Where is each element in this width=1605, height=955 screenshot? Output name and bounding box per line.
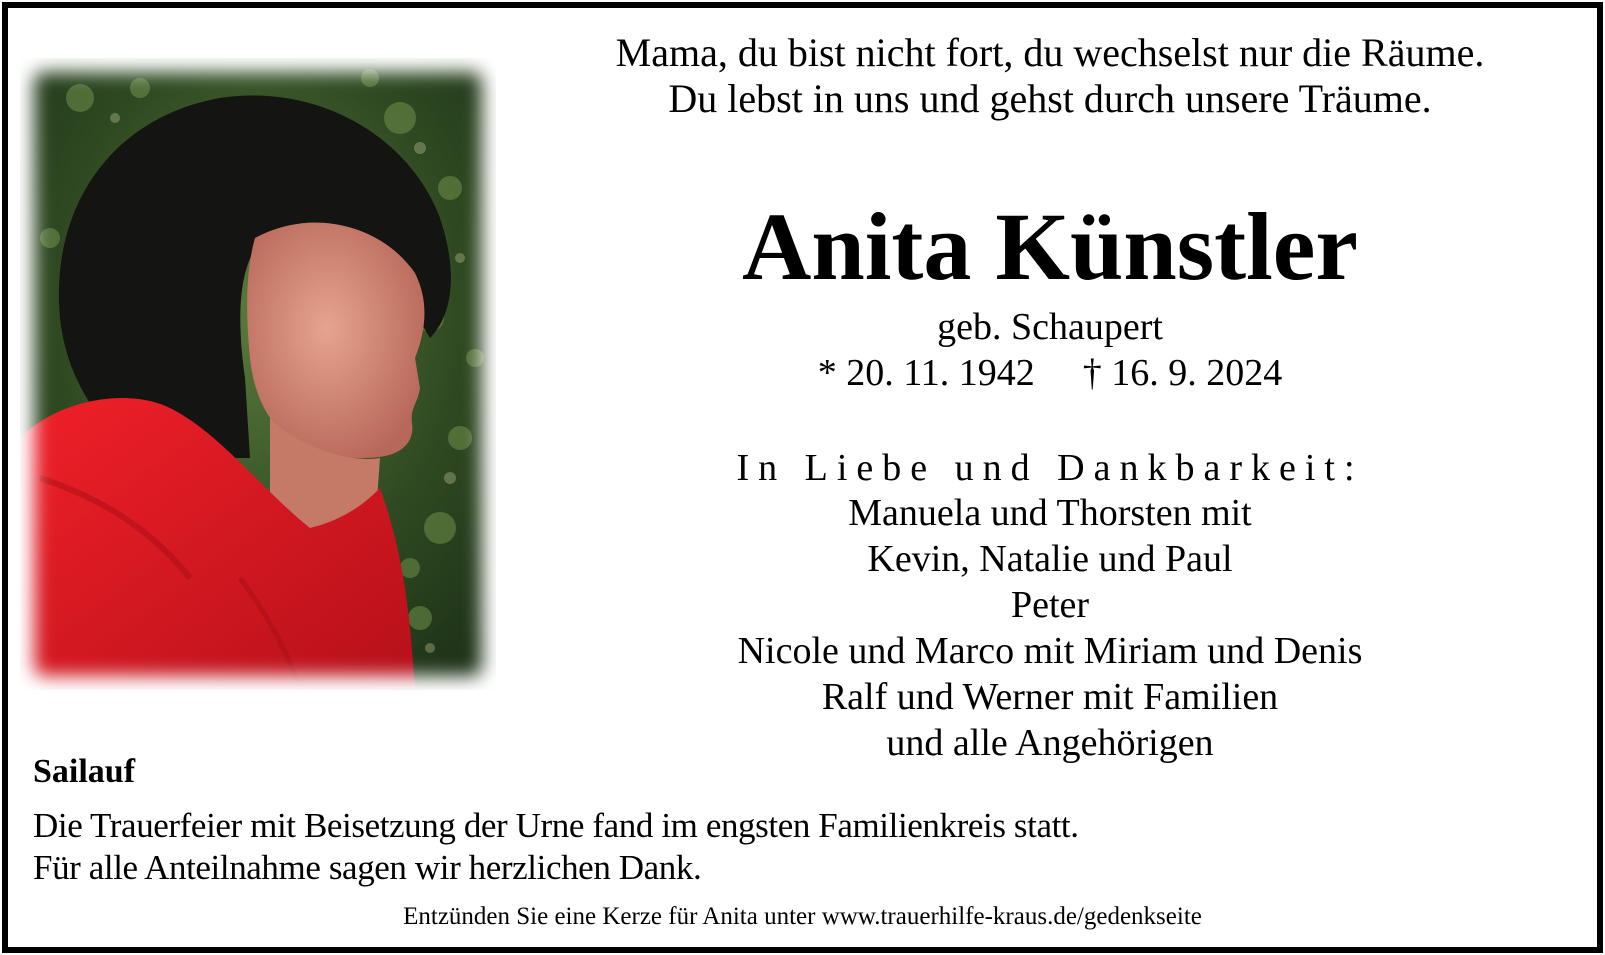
mourner-line: Kevin, Natalie und Paul	[867, 538, 1233, 580]
mourner-line: und alle Angehörigen	[886, 722, 1214, 764]
mourners-heading: In Liebe und Dankbarkeit:	[736, 447, 1364, 489]
memorial-page-link[interactable]: Entzünden Sie eine Kerze für Anita unter www.trauerhilfe-kraus.de/gedenkseite	[403, 903, 1202, 930]
deceased-name: Anita Künstler	[741, 193, 1359, 300]
life-dates	[520, 351, 1580, 395]
mourner-line: Peter	[1010, 584, 1090, 626]
memorial-verse	[520, 30, 1580, 122]
notice-line-1: Die Trauerfeier mit Beisetzung der Urne fand im engsten Familienkreis statt.	[33, 806, 1079, 845]
death-date: † 16. 9. 2024	[1082, 352, 1283, 394]
mourner-line: Manuela und Thorsten mit	[848, 492, 1252, 534]
notice-line-2: Für alle Anteilnahme sagen wir herzlichen Dank.	[33, 848, 702, 887]
portrait-photo	[20, 58, 496, 690]
mourner-line: Nicole und Marco mit Miriam und Denis	[737, 630, 1363, 672]
verse-line-1: Mama, du bist nicht fort, du wechselst nur die Räume.	[615, 30, 1485, 75]
place-name: Sailauf	[33, 753, 136, 790]
verse-line-2: Du lebst in uns und gehst durch unsere Träume.	[668, 76, 1432, 121]
mourner-line: Ralf und Werner mit Familien	[821, 676, 1279, 718]
mourners-list	[520, 490, 1580, 766]
funeral-notice	[33, 805, 1079, 889]
birth-date: * 20. 11. 1942	[817, 352, 1035, 394]
maiden-name: geb. Schaupert	[937, 306, 1163, 348]
